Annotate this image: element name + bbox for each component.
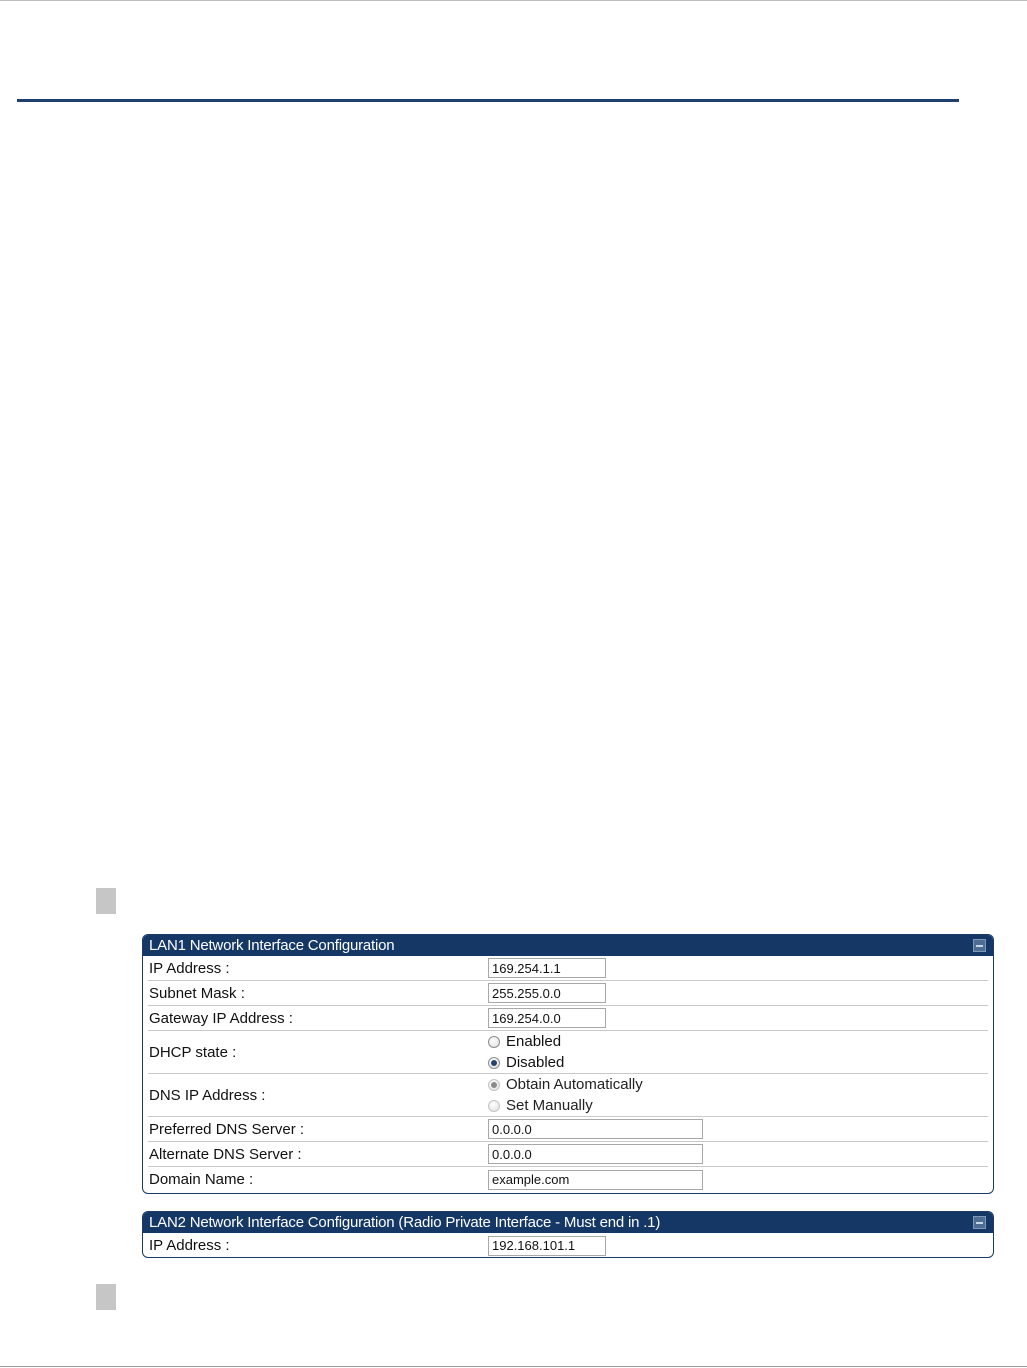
dns-obtain-auto-option[interactable] (488, 1075, 988, 1094)
dns-set-manually-radio[interactable] (488, 1100, 500, 1112)
alternate-dns-input[interactable] (488, 1144, 703, 1164)
dhcp-enabled-option[interactable] (488, 1032, 988, 1051)
step-marker (96, 888, 116, 914)
ip-address-input[interactable] (488, 958, 606, 978)
dns-set-manually-option[interactable] (488, 1096, 988, 1115)
subnet-mask-input[interactable] (488, 983, 606, 1003)
preferred-dns-label: Preferred DNS Server : (149, 1120, 305, 1138)
lan2-ip-address-label: IP Address : (149, 1237, 230, 1254)
lan2-ip-address-input[interactable] (488, 1236, 606, 1256)
subnet-mask-label: Subnet Mask : (149, 984, 245, 1002)
lan1-config-panel (142, 934, 994, 1194)
dhcp-enabled-label: Enabled (506, 1033, 562, 1050)
ip-address-row (148, 956, 988, 981)
step-marker (96, 1284, 116, 1310)
dns-ip-radio-group (488, 1075, 988, 1115)
dns-ip-row (148, 1074, 988, 1117)
header-divider (17, 99, 959, 102)
lan2-panel-title: LAN2 Network Interface Configuration (Radio Private Interface - Must end in .1) (149, 1214, 661, 1231)
dns-obtain-auto-label: Obtain Automatically (506, 1076, 643, 1093)
lan2-panel-header (143, 1212, 993, 1233)
dhcp-enabled-radio[interactable] (488, 1036, 500, 1048)
dns-obtain-auto-radio[interactable] (488, 1079, 500, 1091)
dhcp-disabled-radio[interactable] (488, 1057, 500, 1069)
preferred-dns-row (148, 1117, 988, 1142)
lan1-panel-title: LAN1 Network Interface Configuration (149, 937, 395, 954)
dhcp-state-label: DHCP state : (149, 1043, 237, 1061)
lan2-ip-address-row (148, 1233, 988, 1258)
dns-set-manually-label: Set Manually (506, 1097, 593, 1114)
alternate-dns-label: Alternate DNS Server : (149, 1145, 302, 1163)
dhcp-disabled-label: Disabled (506, 1054, 565, 1071)
ip-address-label: IP Address : (149, 959, 230, 977)
dns-ip-label: DNS IP Address : (149, 1086, 266, 1104)
dhcp-disabled-option[interactable] (488, 1053, 988, 1072)
domain-name-input[interactable] (488, 1170, 703, 1190)
gateway-label: Gateway IP Address : (149, 1009, 293, 1027)
domain-name-label: Domain Name : (149, 1171, 254, 1188)
lan1-panel-header (143, 935, 993, 956)
page-top-border (0, 0, 1027, 1)
collapse-icon[interactable] (973, 939, 986, 952)
subnet-mask-row (148, 981, 988, 1006)
gateway-row (148, 1006, 988, 1031)
preferred-dns-input[interactable] (488, 1119, 703, 1139)
dhcp-state-row (148, 1031, 988, 1074)
domain-name-row (148, 1167, 988, 1192)
page-bottom-border (0, 1366, 1027, 1367)
dhcp-state-radio-group (488, 1032, 988, 1072)
collapse-icon[interactable] (973, 1216, 986, 1229)
lan2-config-panel (142, 1211, 994, 1258)
alternate-dns-row (148, 1142, 988, 1167)
gateway-input[interactable] (488, 1008, 606, 1028)
